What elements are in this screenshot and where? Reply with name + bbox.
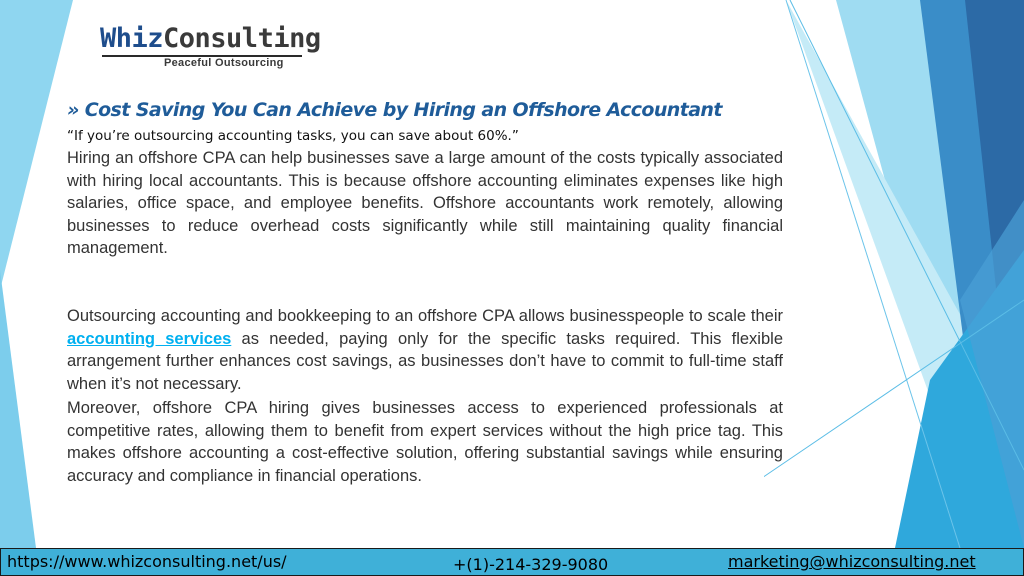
paragraph-scaling-part2: as needed, paying only for the specific tasks required. This flexible arrangement further enhances cost savings, as businesses don’t have to commit to full-time staff when it’s not necessary.	[67, 329, 783, 393]
logo-wordmark	[100, 22, 321, 56]
logo-consulting: Consulting	[163, 23, 321, 54]
logo-whiz: Whiz	[100, 23, 164, 54]
accounting-services-link[interactable]: accounting services	[67, 329, 232, 348]
pull-quote: “If you’re outsourcing accounting tasks, you can save about 60%.”	[67, 128, 519, 144]
footer-email-link[interactable]: marketing@whizconsulting.net	[728, 552, 976, 571]
paragraph-scaling-part1: Outsourcing accounting and bookkeeping to an offshore CPA allows businesspeople to scale their	[67, 307, 783, 325]
company-logo	[100, 22, 321, 72]
paragraph-expertise: Moreover, offshore CPA hiring gives businesses access to experienced professionals at competitive rates, allowing them to benefit from expert services without the high price tag. This makes offshore accounting a cost-effective solution, offering substantial savings while ensuring accuracy and compliance in financial operations.	[67, 399, 783, 485]
footer-phone: +(1)-214-329-9080	[453, 555, 609, 574]
section-heading: » Cost Saving You Can Achieve by Hiring an Offshore Accountant	[67, 99, 722, 121]
logo-tagline: Peaceful Outsourcing	[164, 57, 284, 69]
footer-website-link[interactable]: https://www.whizconsulting.net/us/	[7, 552, 287, 571]
paragraph-scaling	[67, 305, 783, 395]
paragraph-savings: Hiring an offshore CPA can help businesses save a large amount of the costs typically associated with hiring local accountants. This is because offshore accounting eliminates expenses like high salaries, office space, and employee benefits. Offshore accountants work remotely, allowing businesses to reduce overhead costs significantly while still maintaining quality financial management.	[67, 149, 783, 257]
right-decoration	[764, 0, 1024, 548]
footer-bar	[0, 548, 1024, 576]
